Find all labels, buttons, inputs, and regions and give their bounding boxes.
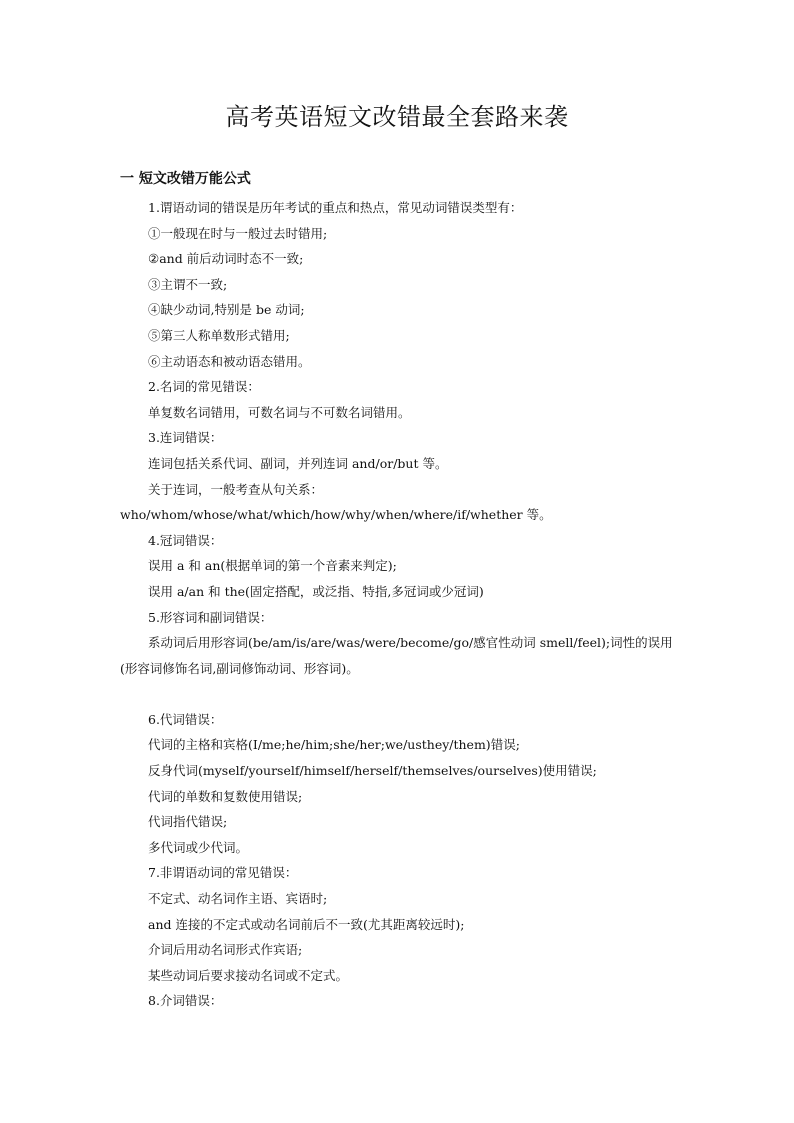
paragraph-line: ①一般现在时与一般过去时错用; <box>148 225 328 241</box>
paragraph-line: 1.谓语动词的错误是历年考试的重点和热点，常见动词错误类型有： <box>148 200 523 215</box>
paragraph-line: who/whom/whose/what/which/how/why/when/where/if/whether 等。 <box>120 507 552 523</box>
document-title: 高考英语短文改错最全套路来袭 <box>225 103 569 131</box>
paragraph-line: 代词的主格和宾格(I/me;he/him;she/her;we/usthey/them)错误; <box>148 737 520 753</box>
paragraph-line: 6.代词错误： <box>148 711 223 727</box>
paragraph-line: ⑥主动语态和被动语态错用。 <box>148 353 311 369</box>
paragraph-line: and 连接的不定式或动名词前后不一致(尤其距离较远时); <box>148 916 465 932</box>
paragraph-line: 介词后用动名词形式作宾语; <box>148 942 303 958</box>
paragraph-line: 不定式、动名词作主语、宾语时; <box>148 891 328 907</box>
paragraph-line: 单复数名词错用，可数名词与不可数名词错用。 <box>148 404 411 420</box>
document-body <box>120 195 680 1014</box>
paragraph-line: 误用 a/an 和 the(固定搭配，或泛指、特指,多冠词或少冠词) <box>148 583 484 599</box>
paragraph-line: 多代词或少代词。 <box>148 839 249 855</box>
paragraph-line: ③主谓不一致; <box>148 276 228 292</box>
paragraph-line: 代词指代错误; <box>148 814 228 830</box>
paragraph-line: 某些动词后要求接动名词或不定式。 <box>148 967 349 983</box>
paragraph-line: ⑤第三人称单数形式错用; <box>148 327 290 343</box>
paragraph-line: 7.非谓语动词的常见错误： <box>148 865 298 881</box>
paragraph-line: 误用 a 和 an(根据单词的第一个音素来判定); <box>148 558 397 574</box>
paragraph-line: ②and 前后动词时态不一致; <box>148 251 304 267</box>
paragraph-line: (形容词修饰名词,副词修饰动词、形容词)。 <box>120 660 359 676</box>
paragraph-line: 3.连词错误： <box>148 430 223 446</box>
paragraph-line: 关于连词，一般考查从句关系： <box>148 481 324 497</box>
paragraph-line: 系动词后用形容词(be/am/is/are/was/were/become/go/感官性动词 smell/feel);词性的误用 <box>148 635 673 651</box>
paragraph-line: ④缺少动词,特别是 be 动词; <box>148 302 305 318</box>
paragraph-line: 代词的单数和复数使用错误; <box>148 788 303 804</box>
paragraph-line: 2.名词的常见错误： <box>148 379 260 395</box>
section-heading: 一 短文改错万能公式 <box>120 171 251 187</box>
paragraph-line: 反身代词(myself/yourself/himself/herself/themselves/ourselves)使用错误; <box>148 763 597 779</box>
paragraph-line: 连词包括关系代词、副词，并列连词 and/or/but 等。 <box>148 455 448 471</box>
paragraph-line: 5.形容词和副词错误： <box>148 609 273 625</box>
blank-line <box>120 681 680 707</box>
paragraph-line: 4.冠词错误： <box>148 532 223 548</box>
paragraph-line: 8.介词错误： <box>148 993 223 1009</box>
